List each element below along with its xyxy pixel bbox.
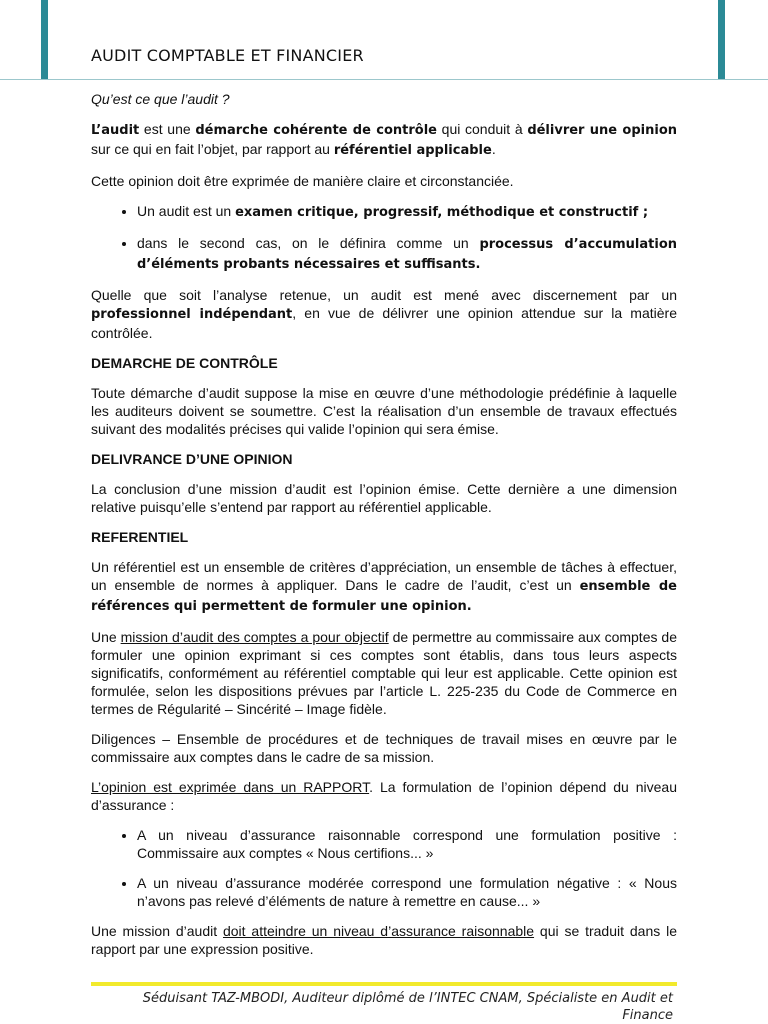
list-item: • A un niveau d’assurance modérée correspond une formulation négative : « Nous n’avons pas relevé d’éléments de nature à remettre en cause... »	[137, 874, 677, 910]
header-divider	[0, 79, 768, 80]
list-item: • A un niveau d’assurance raisonnable correspond une formulation positive : Commissaire aux comptes « Nous certifions... »	[137, 826, 677, 862]
opinion-statement: Cette opinion doit être exprimée de manière claire et circonstanciée.	[91, 173, 514, 189]
section-heading-demarche: DEMARCHE DE CONTRÔLE	[91, 355, 278, 371]
diligences-paragraph: Diligences – Ensemble de procédures et de techniques de travail mises en œuvre par le commissaire aux comptes dans le cadre de sa mission.	[91, 731, 677, 765]
section-text-referentiel: Un référentiel est un ensemble de critères d’appréciation, un ensemble de tâches à effectuer, un ensemble de normes à appliquer. Dans le cadre de l’audit, c’est un ensemble de références qui permettent de formuler une opinion.	[91, 559, 677, 614]
section-heading-referentiel: REFERENTIEL	[91, 529, 189, 545]
rapport-paragraph: L’opinion est exprimée dans un RAPPORT. La formulation de l’opinion dépend du niveau d’assurance :	[91, 779, 677, 813]
assurance-levels-list	[91, 826, 677, 910]
list-item: • dans le second cas, on le définira comme un processus d’accumulation d’éléments probants nécessaires et suffisants.	[137, 234, 677, 274]
section-heading-delivrance: DELIVRANCE D’UNE OPINION	[91, 451, 293, 467]
auditor-paragraph: Quelle que soit l’analyse retenue, un audit est mené avec discernement par un professionnel indépendant, en vue de délivrer une opinion attendue sur la matière contrôlée.	[91, 287, 677, 341]
left-margin-bar	[41, 0, 48, 80]
document-body	[91, 90, 677, 970]
mission-paragraph: Une mission d’audit des comptes a pour objectif de permettre au commissaire aux comptes de formuler une opinion exprimant si ces comptes sont établis, dans tous leurs aspects significatifs, conformément au référentiel comptable qui leur est applicable. Cette opinion est formulée, selon les dispositions prévues par l’article L. 225-235 du Code de Commerce en termes de Régularité – Sincérité – Image fidèle.	[91, 629, 677, 717]
audit-definitions-list	[91, 202, 677, 274]
section-text-delivrance: La conclusion d’une mission d’audit est l’opinion émise. Cette dernière a une dimension relative puisqu’elle s’entend par rapport au référentiel applicable.	[91, 481, 677, 515]
intro-question: Qu’est ce que l’audit ?	[91, 91, 230, 107]
page-header-title: AUDIT COMPTABLE ET FINANCIER	[91, 46, 364, 65]
list-item: • Un audit est un examen critique, progressif, méthodique et constructif ;	[137, 202, 677, 222]
audit-definition: L’audit est une démarche cohérente de contrôle qui conduit à délivrer une opinion sur ce qui en fait l’objet, par rapport au référentiel applicable.	[91, 121, 678, 158]
section-text-demarche: Toute démarche d’audit suppose la mise en œuvre d’une méthodologie prédéfinie à laquelle les auditeurs doivent se soumettre. C’est la réalisation d’un ensemble de travaux effectués suivant des modalités précises qui valide l’opinion qui sera émise.	[91, 385, 677, 437]
footer-divider	[91, 982, 677, 986]
right-margin-bar	[718, 0, 725, 80]
footer-author-line: Séduisant TAZ-MBODI, Auditeur diplômé de l’INTEC CNAM, Spécialiste en Audit et	[142, 991, 673, 1006]
page-footer	[91, 990, 673, 1024]
conclusion-paragraph: Une mission d’audit doit atteindre un niveau d’assurance raisonnable qui se traduit dans le rapport par une expression positive.	[91, 923, 677, 957]
footer-author-line-2: Finance	[622, 1008, 673, 1023]
